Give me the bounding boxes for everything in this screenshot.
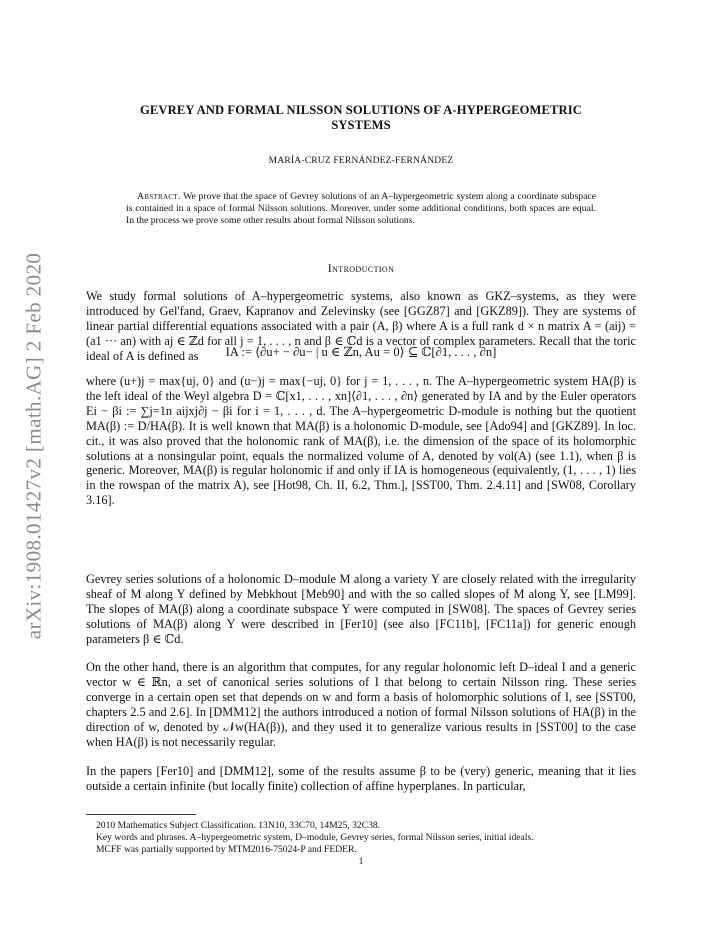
paper-title	[86, 103, 636, 133]
paragraph-1: We study formal solutions of A–hypergeometric systems, also known as GKZ–systems, as they were introduced by Gel'fand, Graev, Kapranov and Zelevinsky (see [GGZ87] and [GKZ89]). They are systems of linear partial differential equations associated with a pair (A, β) where A is a full rank d × n matrix A = (aij) = (a1 ··· an) with aj ∈ ℤd for all j = 1, . . . , n and β ∈ ℂd is a vector of complex parameters. Recall that the toric ideal of A is defined as	[86, 289, 636, 363]
toric-ideal-formula: IA := ⟨∂u+ − ∂u− | u ∈ ℤn, Au = 0⟩ ⊆ ℂ[∂1, . . . , ∂n]	[225, 345, 497, 359]
author-name: MARÍA-CRUZ FERNÁNDEZ-FERNÁNDEZ	[268, 156, 454, 166]
paragraph-2: where (u+)j = max{uj, 0} and (u−)j = max{−uj, 0} for j = 1, . . . , n. The A–hypergeometric system HA(β) is the left ideal of the Weyl algebra D = ℂ[x1, . . . , xn]⟨∂1, . . . , ∂n⟩ generated by IA and by the Euler operators Ei − βi := ∑j=1n aijxj∂j − βi for i = 1, . . . , d. The A–hypergeometric D-module is nothing but the quotient MA(β) := D/HA(β). It is well known that MA(β) is a holonomic D-module, see [Ado94] and [GKZ89]. In loc. cit., it was also proved that the holonomic rank of MA(β), i.e. the dimension of the space of its holomorphic solutions at a nonsingular point, equals the normalized volume of A, denoted by vol(A) (see 1.1), when β is generic. Moreover, MA(β) is regular holonomic if and only if IA is homogeneous (equivalently, (1, . . . , 1) lies in the rowspan of the matrix A), see [Hot98, Ch. II, 6.2, Thm.], [SST00, Thm. 2.4.11] and [SW08, Corollary 3.16].	[86, 374, 636, 508]
page-number: 1	[358, 856, 364, 867]
arxiv-id: arXiv:1908.01427v2 [math.AG] 2 Feb 2020	[21, 252, 46, 640]
section-heading-introduction: Introduction	[327, 261, 395, 275]
abstract-label: Abstract.	[136, 191, 181, 202]
abstract	[126, 191, 596, 226]
title-line-1: GEVREY AND FORMAL NILSSON SOLUTIONS OF A-HYPERGEOMETRIC	[140, 103, 582, 117]
paragraph-4: On the other hand, there is an algorithm that computes, for any regular holonomic left D–ideal I and a generic vector w ∈ ℝn, a set of canonical series solutions of I that belong to certain Nilsson ring. These series converge in a certain open set that depends on w and form a basis of holomorphic solutions of I, see [SST00, chapters 2.5 and 2.6]. In [DMM12] the authors introduced a notion of formal Nilsson solutions of HA(β) in the direction of w, denoted by 𝒩w(HA(β)), and they used it to generalize various results in [SST00] to the case when HA(β) is not necessarily regular.	[86, 660, 636, 749]
arxiv-stamp	[14, 236, 54, 656]
paragraph-3: Gevrey series solutions of a holonomic D–module M along a variety Y are closely related with the irregularity sheaf of M along Y defined by Mebkhout [Meb90] and with the so called slopes of M along Y, see [LM99]. The slopes of MA(β) along a coordinate subspace Y were computed in [SW08]. The spaces of Gevrey series solutions of MA(β) along Y were described in [Fer10] (see also [FC11b], [FC11a]) for generic enough parameters β ∈ ℂd.	[86, 572, 636, 646]
title-line-2: SYSTEMS	[331, 118, 391, 132]
paragraph-5: In the papers [Fer10] and [DMM12], some of the results assume β to be (very) generic, meaning that it lies outside a certain infinite (but locally finite) collection of affine hyperplanes. In particular,	[86, 764, 636, 793]
footnote-rule	[86, 814, 196, 815]
footnote-msc: 2010 Mathematics Subject Classification. 13N10, 33C70, 14M25, 32C38.	[96, 820, 381, 831]
abstract-text: We prove that the space of Gevrey solutions of an A–hypergeometric system along a coordinate subspace is contained in a space of formal Nilsson solutions. Moreover, under some additional conditions, both spaces are equal. In the process we prove some other results about formal Nilsson solutions.	[126, 191, 597, 226]
footnote-funding: MCFF was partially supported by MTM2016-75024-P and FEDER.	[96, 844, 357, 855]
footnote-keywords: Key words and phrases. A–hypergeometric system, D–module, Gevrey series, formal Nilsson series, initial ideals.	[96, 832, 534, 843]
